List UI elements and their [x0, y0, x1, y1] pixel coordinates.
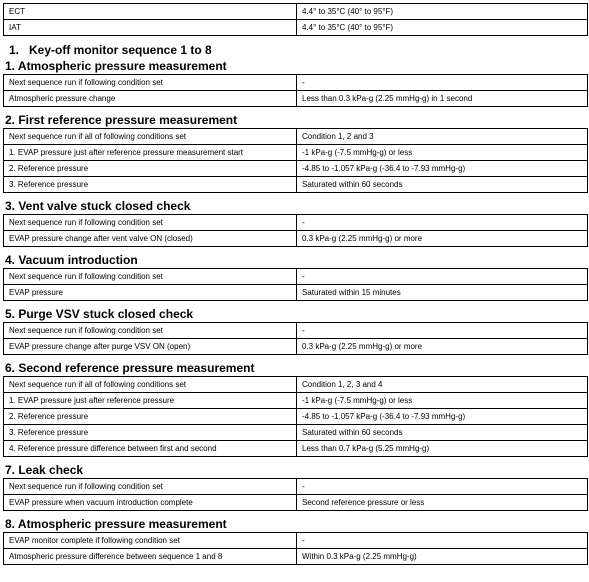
table-row	[4, 161, 588, 177]
table-row	[4, 231, 588, 247]
condition-cell: Next sequence run if following condition set	[4, 323, 297, 339]
value-cell: Saturated within 60 seconds	[297, 425, 588, 441]
condition-cell: EVAP pressure	[4, 285, 297, 301]
section-title: 1. Atmospheric pressure measurement	[5, 59, 227, 73]
section-table	[3, 478, 588, 511]
table-row	[4, 549, 588, 565]
condition-cell: EVAP monitor complete if following condition set	[4, 533, 297, 549]
main-title	[3, 42, 587, 58]
condition-cell: Next sequence run if following condition set	[4, 75, 297, 91]
condition-cell: 3. Reference pressure	[4, 425, 297, 441]
table-row	[4, 4, 588, 20]
condition-cell: 4. Reference pressure difference between first and second	[4, 441, 297, 457]
value-cell: Second reference pressure or less	[297, 495, 588, 511]
section-table	[3, 532, 588, 565]
main-title-number: 1.	[9, 43, 20, 57]
condition-cell: Next sequence run if following condition set	[4, 479, 297, 495]
condition-cell: Next sequence run if all of following conditions set	[4, 129, 297, 145]
condition-cell: EVAP pressure when vacuum introduction complete	[4, 495, 297, 511]
condition-cell: 2. Reference pressure	[4, 161, 297, 177]
value-cell: Less than 0.3 kPa-g (2.25 mmHg-g) in 1 second	[297, 91, 588, 107]
section-title: 5. Purge VSV stuck closed check	[5, 307, 194, 321]
value-cell: Less than 0.7 kPa-g (5.25 mmHg-g)	[297, 441, 588, 457]
table-row	[4, 129, 588, 145]
value-cell: -4.85 to -1.057 kPa-g (-36.4 to -7.93 mmHg-g)	[297, 409, 588, 425]
temperature-table	[3, 3, 588, 36]
main-title-text: Key-off monitor sequence 1 to 8	[29, 43, 212, 57]
table-row	[4, 533, 588, 549]
section-title: 7. Leak check	[5, 463, 84, 477]
value-cell: Condition 1, 2 and 3	[297, 129, 588, 145]
table-row	[4, 441, 588, 457]
condition-cell: Atmospheric pressure change	[4, 91, 297, 107]
table-row	[4, 20, 588, 36]
table-row	[4, 393, 588, 409]
table-row	[4, 91, 588, 107]
value-cell: Saturated within 15 minutes	[297, 285, 588, 301]
section-title: 3. Vent valve stuck closed check	[5, 199, 191, 213]
value-cell: 0.3 kPa-g (2.25 mmHg-g) or more	[297, 231, 588, 247]
table-row	[4, 495, 588, 511]
value-cell: -1 kPa-g (-7.5 mmHg-g) or less	[297, 393, 588, 409]
value-cell: -	[297, 215, 588, 231]
condition-cell: 1. EVAP pressure just after reference pressure	[4, 393, 297, 409]
table-row	[4, 479, 588, 495]
table-row	[4, 75, 588, 91]
value-cell: Condition 1, 2, 3 and 4	[297, 377, 588, 393]
section-table	[3, 128, 588, 193]
section-table	[3, 322, 588, 355]
condition-cell: EVAP pressure change after vent valve ON (closed)	[4, 231, 297, 247]
table-row	[4, 425, 588, 441]
table-row	[4, 339, 588, 355]
value-cell: Within 0.3 kPa-g (2.25 mmHg-g)	[297, 549, 588, 565]
value-cell: -4.85 to -1.057 kPa-g (-36.4 to -7.93 mmHg-g)	[297, 161, 588, 177]
table-row	[4, 215, 588, 231]
condition-cell: 1. EVAP pressure just after reference pressure measurement start	[4, 145, 297, 161]
value-cell: -	[297, 269, 588, 285]
condition-cell: ECT	[4, 4, 297, 20]
value-cell: 4.4° to 35°C (40° to 95°F)	[297, 4, 588, 20]
table-row	[4, 323, 588, 339]
table-row	[4, 177, 588, 193]
value-cell: -1 kPa-g (-7.5 mmHg-g) or less	[297, 145, 588, 161]
value-cell: -	[297, 323, 588, 339]
condition-cell: EVAP pressure change after purge VSV ON (open)	[4, 339, 297, 355]
value-cell: Saturated within 60 seconds	[297, 177, 588, 193]
table-row	[4, 285, 588, 301]
section-title: 6. Second reference pressure measurement	[5, 361, 255, 375]
table-row	[4, 269, 588, 285]
condition-cell: 2. Reference pressure	[4, 409, 297, 425]
section-table	[3, 74, 588, 107]
document	[3, 3, 587, 565]
value-cell: -	[297, 75, 588, 91]
value-cell: 4.4° to 35°C (40° to 95°F)	[297, 20, 588, 36]
section-table	[3, 214, 588, 247]
condition-cell: Next sequence run if following condition set	[4, 269, 297, 285]
section-title: 8. Atmospheric pressure measurement	[5, 517, 227, 531]
table-row	[4, 409, 588, 425]
condition-cell: 3. Reference pressure	[4, 177, 297, 193]
section-table	[3, 376, 588, 457]
condition-cell: Next sequence run if all of following conditions set	[4, 377, 297, 393]
condition-cell: Atmospheric pressure difference between sequence 1 and 8	[4, 549, 297, 565]
section-title: 2. First reference pressure measurement	[5, 113, 238, 127]
condition-cell: IAT	[4, 20, 297, 36]
table-row	[4, 145, 588, 161]
section-title: 4. Vacuum introduction	[5, 253, 138, 267]
value-cell: 0.3 kPa-g (2.25 mmHg-g) or more	[297, 339, 588, 355]
table-row	[4, 377, 588, 393]
section-table	[3, 268, 588, 301]
condition-cell: Next sequence run if following condition set	[4, 215, 297, 231]
value-cell: -	[297, 479, 588, 495]
value-cell: -	[297, 533, 588, 549]
